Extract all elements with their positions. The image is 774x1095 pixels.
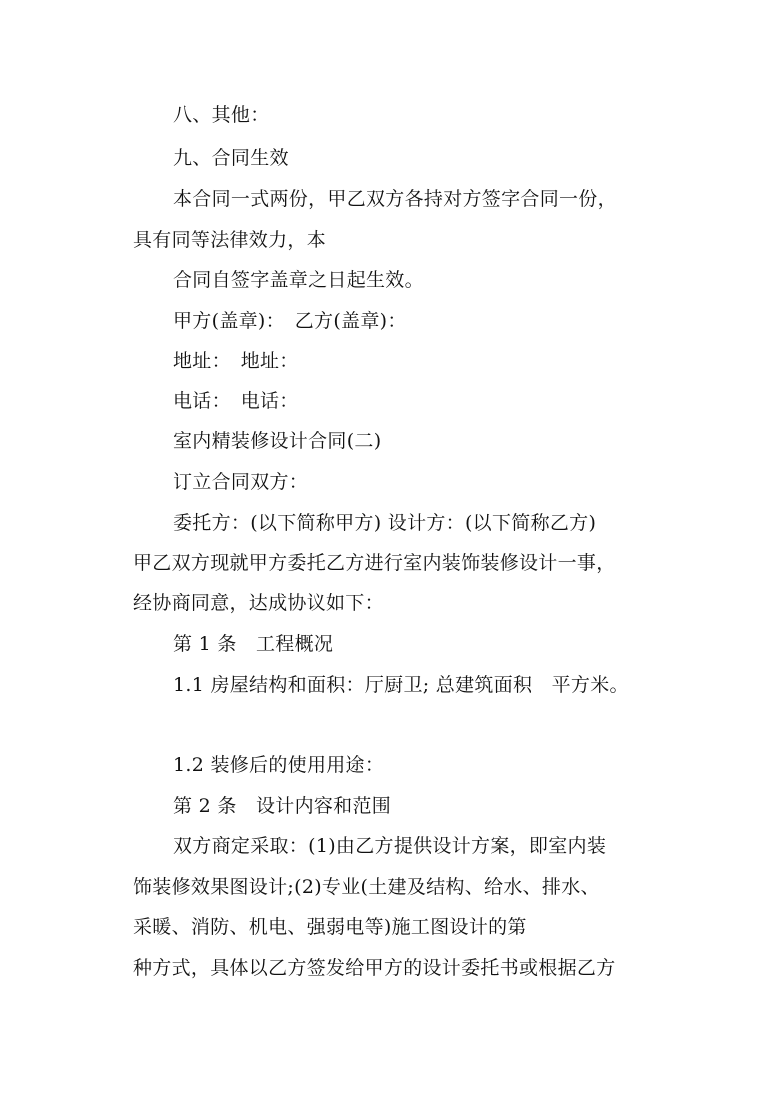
paragraph-line: 采暖、消防、机电、强弱电等)施工图设计的第 [133,916,527,938]
phone-line: 电话： 电话： [173,390,299,412]
section-heading-other: 八、其他： [173,104,270,126]
clause-line: 1.2 装修后的使用用途： [173,754,385,776]
parties-line: 委托方：(以下简称甲方) 设计方：(以下简称乙方) [173,512,597,534]
parties-heading: 订立合同双方： [173,471,309,493]
paragraph-line: 饰装修效果图设计;(2)专业(土建及结构、给水、排水、 [133,876,600,898]
paragraph-line: 具有同等法律效力，本 [133,229,327,251]
paragraph-line: 合同自签字盖章之日起生效。 [173,269,424,291]
section-heading-effective: 九、合同生效 [173,147,289,169]
clause-line: 1.1 房屋结构和面积：厅厨卫; 总建筑面积 平方米。 [173,674,629,696]
paragraph-line: 本合同一式两份，甲乙双方各持对方签字合同一份， [173,188,617,210]
paragraph-line: 种方式，具体以乙方签发给甲方的设计委托书或根据乙方 [133,957,616,979]
paragraph-line: 甲乙双方现就甲方委托乙方进行室内装饰装修设计一事， [133,552,616,574]
signature-line: 甲方(盖章)： 乙方(盖章)： [173,310,407,332]
address-line: 地址： 地址： [173,350,299,372]
article-heading-2: 第 2 条 设计内容和范围 [173,795,392,817]
contract-title: 室内精装修设计合同(二) [173,430,382,452]
article-heading-1: 第 1 条 工程概况 [173,633,334,655]
paragraph-line: 经协商同意，达成协议如下： [133,592,384,614]
paragraph-line: 双方商定采取：(1)由乙方提供设计方案，即室内装 [173,835,607,857]
